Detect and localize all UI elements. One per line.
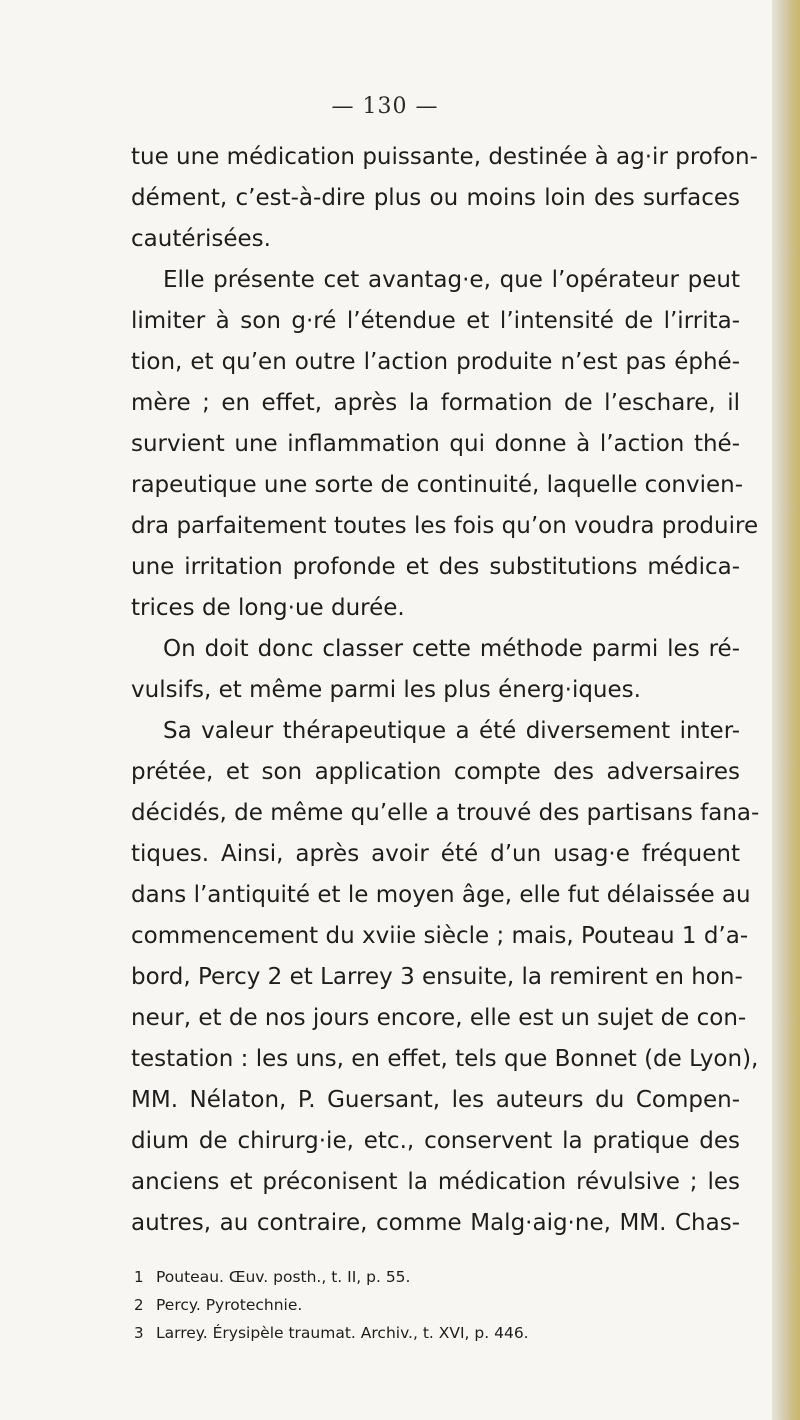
footnote-number: 1 bbox=[134, 1268, 144, 1286]
text-line: vulsifs, et même parmi les plus énerg·iques. bbox=[131, 677, 641, 703]
text-line: limiter à son g·ré l’étendue et l’intensité de l’irrita- bbox=[131, 308, 740, 334]
text-line: décidés, de même qu’elle a trouvé des partisans fana- bbox=[131, 800, 760, 826]
footnote-text: Percy. Pyrotechnie. bbox=[156, 1296, 303, 1314]
text-line: tue une médication puissante, destinée à ag·ir profon- bbox=[131, 144, 758, 170]
text-line: rapeutique une sorte de continuité, laquelle convien- bbox=[131, 472, 744, 498]
text-line: prétée, et son application compte des adversaires bbox=[131, 759, 740, 785]
text-line: dra parfaitement toutes les fois qu’on voudra produire bbox=[131, 513, 759, 539]
footnote-number: 3 bbox=[134, 1324, 144, 1342]
text-line: Elle présente cet avantag·e, que l’opérateur peut bbox=[163, 267, 740, 293]
text-line: tion, et qu’en outre l’action produite n’est pas éphé- bbox=[131, 349, 740, 375]
footnote-number: 2 bbox=[134, 1296, 144, 1314]
text-line: cautérisées. bbox=[131, 226, 271, 252]
footnote bbox=[134, 1298, 302, 1314]
text-line: testation : les uns, en effet, tels que Bonnet (de Lyon), bbox=[131, 1046, 759, 1072]
footnote bbox=[134, 1270, 410, 1286]
text-line: dium de chirurg·ie, etc., conservent la pratique des bbox=[131, 1128, 740, 1154]
footnote-text: Pouteau. Œuv. posth., t. II, p. 55. bbox=[156, 1268, 411, 1286]
text-line: mère ; en effet, après la formation de l’eschare, il bbox=[131, 390, 740, 416]
text-line: dans l’antiquité et le moyen âge, elle fut délaissée au bbox=[131, 882, 751, 908]
text-line: neur, et de nos jours encore, elle est un sujet de con- bbox=[131, 1005, 747, 1031]
text-line: autres, au contraire, comme Malg·aig·ne, MM. Chas- bbox=[131, 1210, 740, 1236]
footnote-text: Larrey. Érysipèle traumat. Archiv., t. XVI, p. 446. bbox=[156, 1324, 529, 1342]
text-line: survient une inflammation qui donne à l’action thé- bbox=[131, 431, 740, 457]
text-line: bord, Percy 2 et Larrey 3 ensuite, la remirent en hon- bbox=[131, 964, 743, 990]
text-line: commencement du xviie siècle ; mais, Pouteau 1 d’a- bbox=[131, 923, 749, 949]
footnote bbox=[134, 1326, 529, 1342]
text-line: trices de long·ue durée. bbox=[131, 595, 405, 621]
page-edge-shadow bbox=[772, 0, 800, 1420]
text-line: dément, c’est-à-dire plus ou moins loin des surfaces bbox=[131, 185, 740, 211]
text-line: Sa valeur thérapeutique a été diversement inter- bbox=[163, 718, 740, 744]
text-line: anciens et préconisent la médication révulsive ; les bbox=[131, 1169, 740, 1195]
text-line: MM. Nélaton, P. Guersant, les auteurs du Compen- bbox=[131, 1087, 740, 1113]
text-line: On doit donc classer cette méthode parmi les ré- bbox=[163, 636, 740, 662]
text-line: tiques. Ainsi, après avoir été d’un usag·e fréquent bbox=[131, 841, 740, 867]
text-line: une irritation profonde et des substitutions médica- bbox=[131, 554, 740, 580]
page-number: — 130 — bbox=[331, 94, 439, 119]
